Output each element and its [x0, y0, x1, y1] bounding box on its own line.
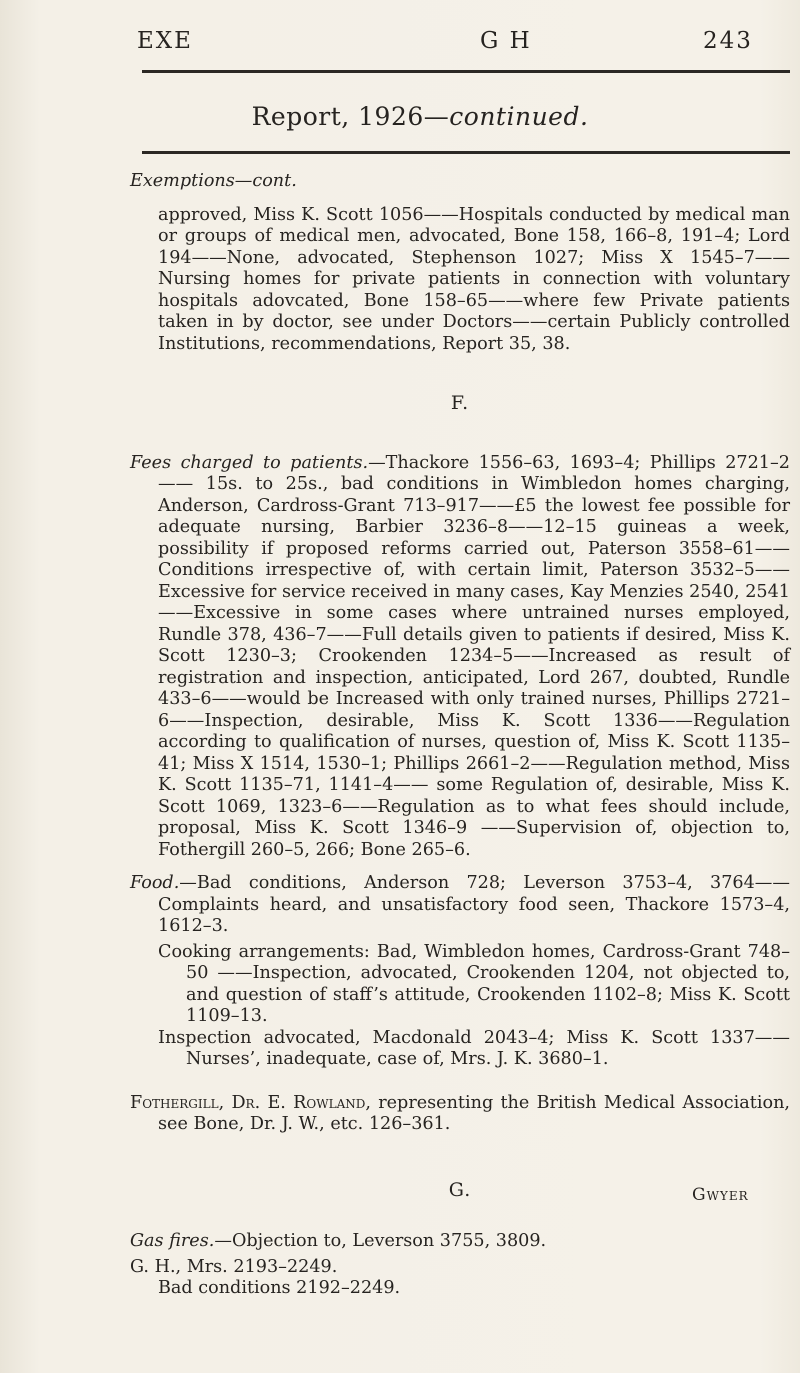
- index-body: [130, 171, 790, 1300]
- report-title: [0, 102, 800, 131]
- report-title-main: Report, 1926—: [251, 102, 450, 131]
- food-cooking-entry: Cooking arrangements: Bad, Wimbledon homes, Cardross-Grant 748–50 ——Inspection, advocated, Crookenden 1204, not objected to, and question of staff’s attitude, Crookenden 1102–8; Miss K. Scott 1109–13.: [158, 941, 790, 1026]
- fothergill-name: Fothergill, Dr. E. Rowland,: [130, 1092, 371, 1113]
- gh-subentry: Bad conditions 2192–2249.: [158, 1278, 401, 1298]
- gas-entry: [130, 1231, 790, 1253]
- exemptions-entry: approved, Miss K. Scott 1056——Hospitals conducted by medical man or groups of medical men, advocated, Bone 158, 166–8, 191–4; Lord 194——None, advocated, Stephenson 1027; Miss X 1545–7——Nursing homes for private patients in connection with voluntary hospitals adovcated, Bone 158–65——where few Private patients taken in by doctor, see under Doctors——certain Publicly controlled Institutions, recommendations, Report 35, 38.: [158, 204, 790, 354]
- catchword: Gwyer: [692, 1185, 749, 1205]
- food-entry: [130, 873, 790, 938]
- section-letter-f: F.: [450, 392, 470, 414]
- food-inspection-entry: Inspection advocated, Macdonald 2043–4; Miss K. Scott 1337—— Nurses’, inadequate, case of, Mrs. J. K. 3680–1.: [158, 1027, 790, 1069]
- gh-entry: G. H., Mrs. 2193–2249.: [130, 1256, 338, 1277]
- bottom-rule: [142, 151, 790, 154]
- gas-heading: Gas fires.: [130, 1231, 215, 1251]
- running-head-center: G H: [480, 28, 532, 54]
- section-letter-g: G.: [448, 1178, 472, 1201]
- food-text: —Bad conditions, Anderson 728; Leverson 3753–4, 3764——Complaints heard, and unsatisfactory food seen, Thackore 1573–4, 1612–3.: [158, 873, 790, 936]
- food-heading: Food.: [130, 873, 180, 893]
- fees-text: —Thackore 1556–63, 1693–4; Phillips 2721–2—— 15s. to 25s., bad conditions in Wimbledon homes charging, Anderson, Cardross-Grant 713–917——£5 the lowest fee possible for adequate nursing, Barbier 3236–8——12–15 guineas a week, possibility if proposed reforms carried out, Paterson 3558–61——Conditions irrespective of, with certain limit, Paterson 3532–5——Excessive for service received in many cases, Kay Menzies 2540, 2541——Excessive in some cases where untrained nurses employed, Rundle 378, 436–7——Full details given to patients if desired, Miss K. Scott 1230–3; Crookenden 1234–5——Increased as result of registration and inspection, anticipated, Lord 267, doubted, Rundle 433–6——would be Increased with only trained nurses, Phillips 2721–6——Inspection, desirable, Miss K. Scott 1336——Regulation according to qualification of nurses, question of, Miss K. Scott 1135–41; Miss X 1514, 1530–1; Phillips 2661–2——Regulation method, Miss K. Scott 1135–71, 1141–4—— some Regulation of, desirable, Miss K. Scott 1069, 1323–6——Regulation as to what fees should include, proposal, Miss K. Scott 1346–9 ——Supervision of, objection to, Fothergill 260–5, 266; Bone 265–6.: [158, 452, 790, 860]
- running-head: [0, 28, 800, 58]
- fees-heading: Fees charged to patients.: [130, 452, 369, 473]
- report-title-continued: continued.: [449, 102, 589, 131]
- running-head-left: EXE: [137, 28, 193, 54]
- exemptions-heading: Exemptions—cont.: [130, 171, 297, 191]
- page-number: 243: [703, 28, 753, 54]
- gas-text: —Objection to, Leverson 3755, 3809.: [214, 1231, 547, 1251]
- fothergill-text: representing the British Medical Association, see Bone, Dr. J. W., etc. 126–361.: [158, 1092, 790, 1134]
- top-rule: [142, 70, 790, 73]
- fothergill-entry: [130, 1093, 790, 1136]
- fees-entry: [130, 453, 790, 862]
